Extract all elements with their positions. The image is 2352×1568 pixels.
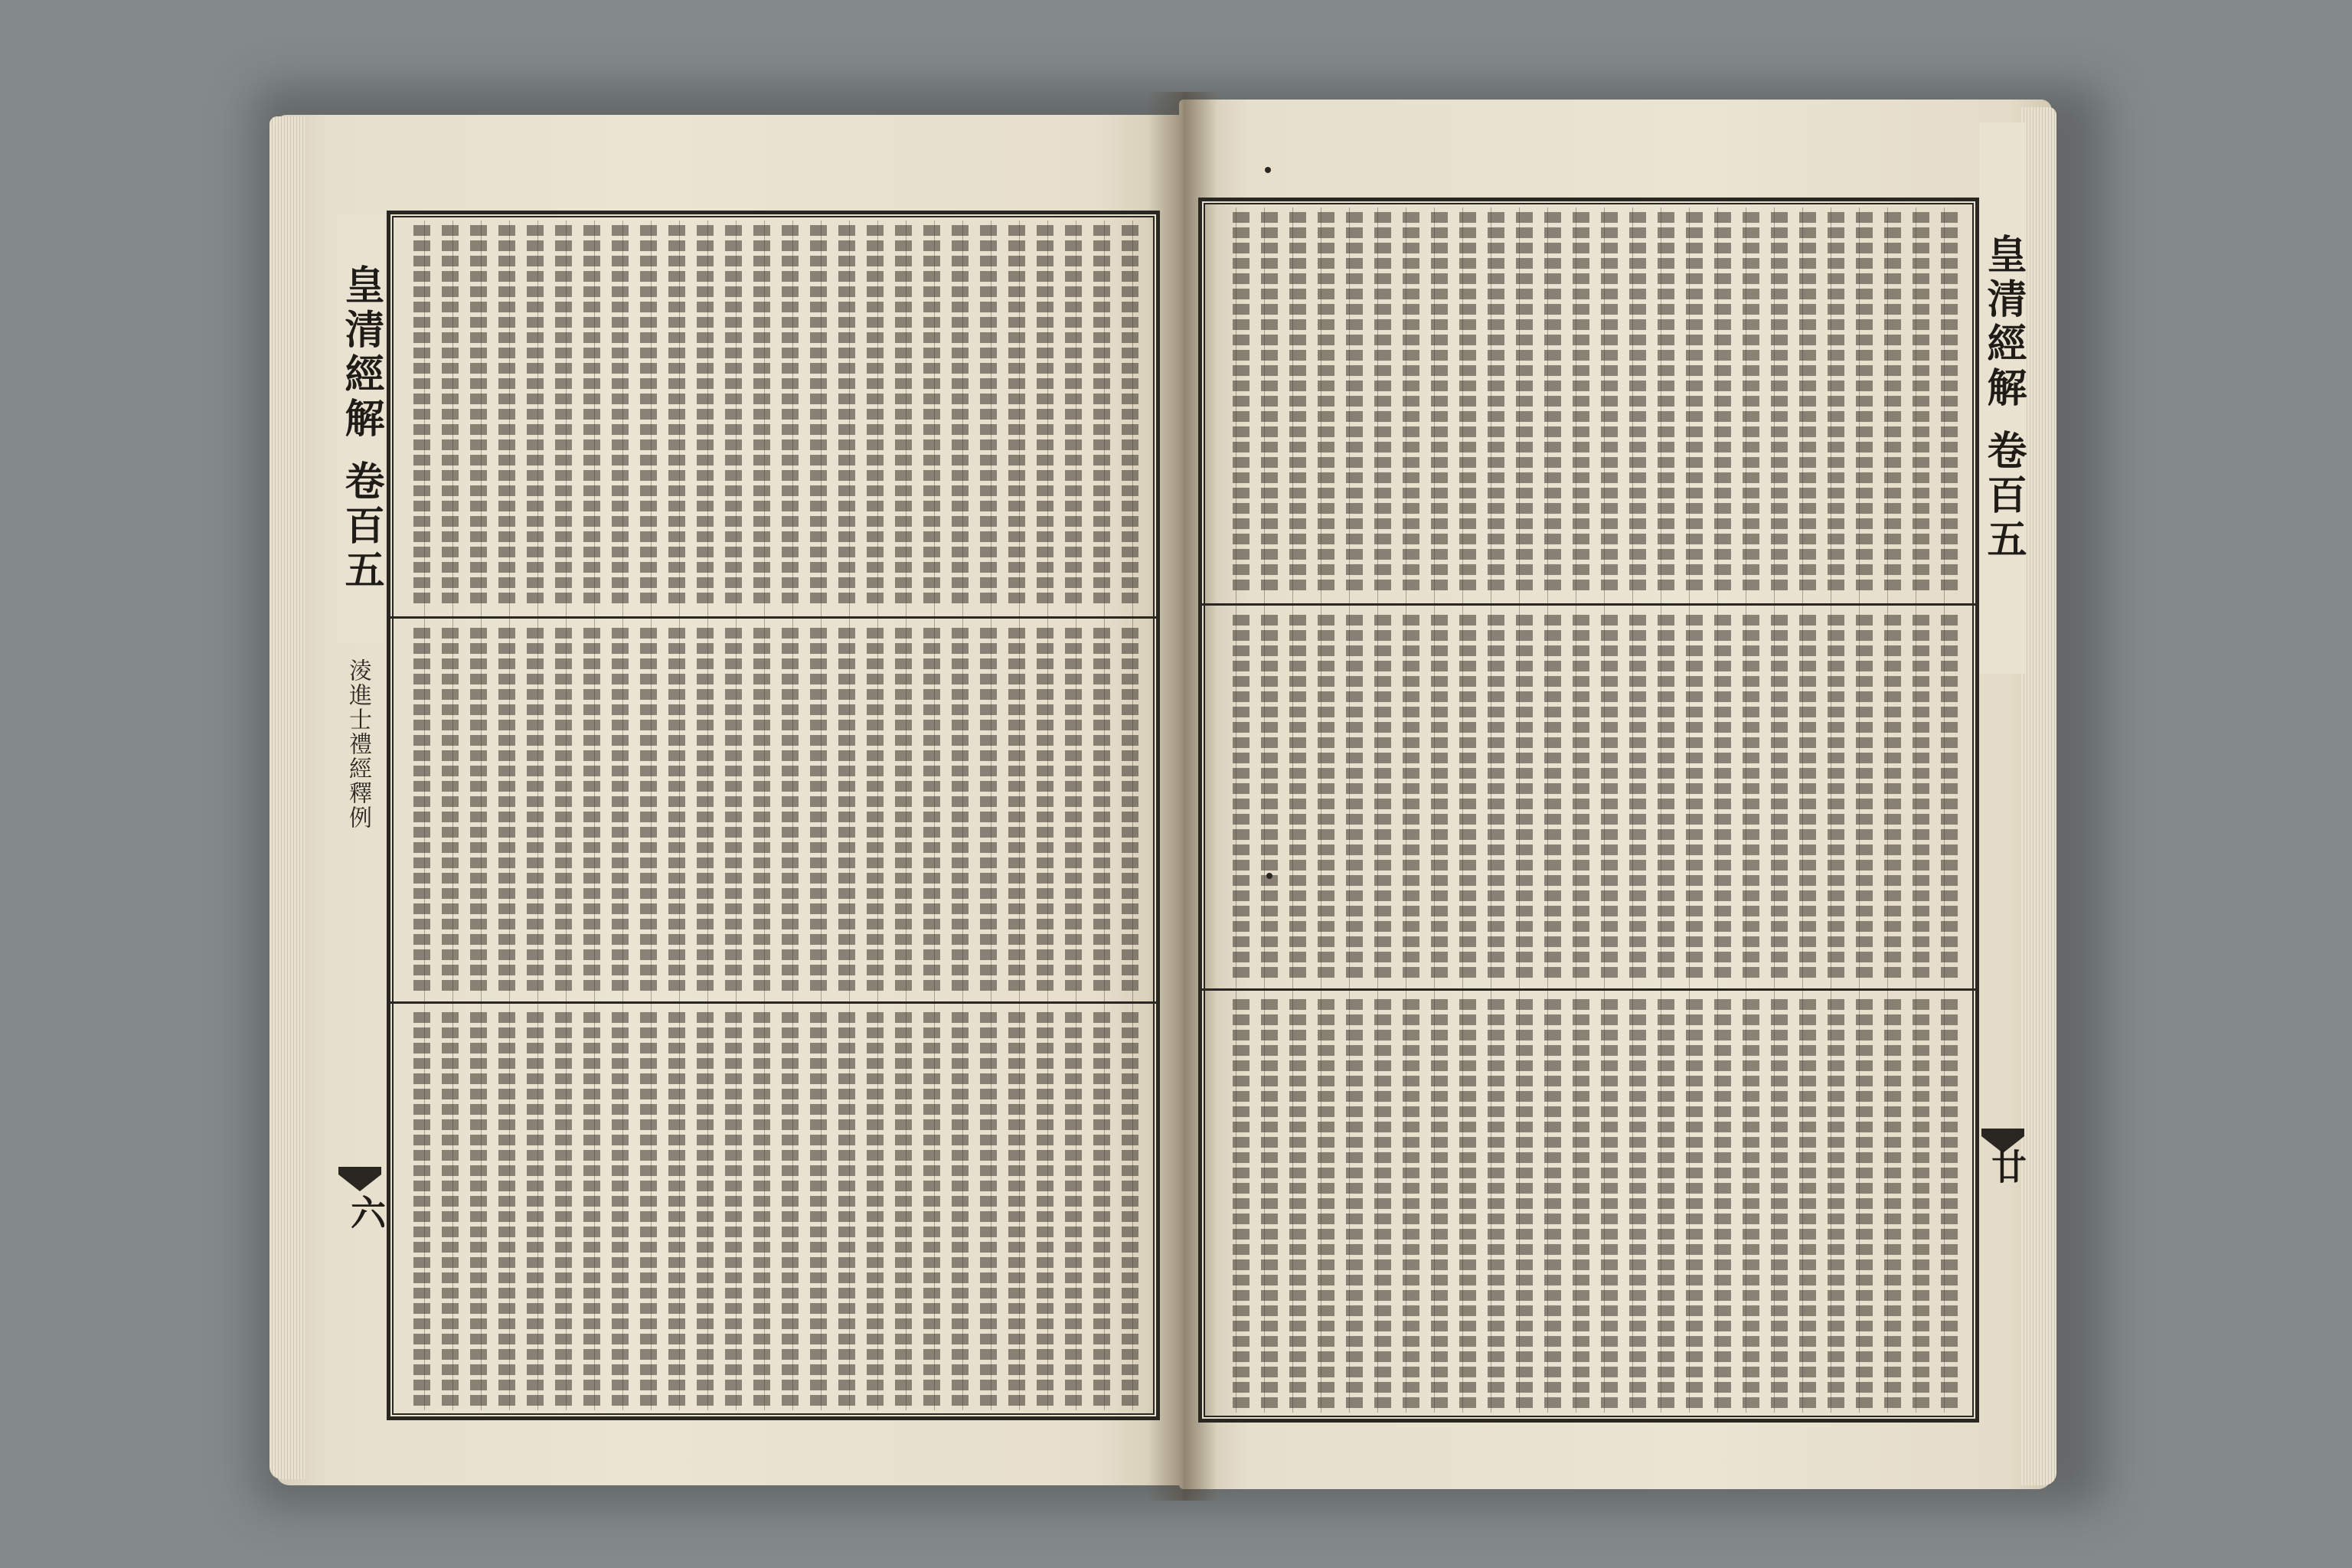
text-column [409,628,437,991]
text-column [862,225,890,608]
text-column [1285,615,1313,978]
text-column [805,1012,834,1410]
text-column [890,1012,919,1410]
text-column [749,628,777,991]
text-column [635,1012,664,1410]
text-column [1738,615,1766,978]
text-column [1426,999,1455,1413]
text-column [1117,628,1145,991]
text-column [1936,212,1965,595]
text-column [1341,212,1370,595]
text-column [409,1012,437,1410]
text-column [550,225,579,608]
text-column [437,628,466,991]
right-page-number: 廿 [1986,1148,2027,1184]
text-column [1936,615,1965,978]
text-column [1398,999,1426,1413]
text-column [862,1012,890,1410]
text-column [919,1012,947,1410]
text-column [1060,1012,1089,1410]
text-column [1851,615,1880,978]
text-block-bottom [1213,999,1965,1413]
text-column [1117,225,1145,608]
text-column [947,1012,975,1410]
text-column [635,225,664,608]
text-block-middle [401,628,1145,991]
text-column [550,1012,579,1410]
stitch-hole [1265,167,1271,173]
text-column [1653,615,1681,978]
text-column [1511,999,1540,1413]
text-column [1341,999,1370,1413]
text-column [749,225,777,608]
text-column [1256,212,1285,595]
text-column [607,628,635,991]
text-column [1455,212,1483,595]
text-column [1540,615,1568,978]
text-column [805,225,834,608]
text-column [975,628,1004,991]
register-divider [390,616,1156,619]
text-column [1908,999,1936,1413]
text-column [1313,999,1341,1413]
text-column [1738,999,1766,1413]
text-column [862,628,890,991]
text-column [607,1012,635,1410]
text-column [1851,212,1880,595]
text-column [1596,212,1625,595]
text-column [1089,628,1117,991]
text-block-top [1213,212,1965,595]
text-column [466,225,494,608]
text-column [1256,999,1285,1413]
fishtail-mark-icon [337,1164,383,1194]
text-column [1511,615,1540,978]
text-column [494,1012,522,1410]
left-page-edges [270,116,305,1479]
text-column [664,1012,692,1410]
text-column [1936,999,1965,1413]
text-column [1089,1012,1117,1410]
text-column [947,225,975,608]
text-column [1398,212,1426,595]
text-column [579,1012,607,1410]
text-column [466,1012,494,1410]
text-column [749,1012,777,1410]
text-column [1766,212,1795,595]
text-column [1710,999,1738,1413]
text-column [1568,212,1596,595]
left-margin-title [337,214,384,643]
text-column [1880,999,1908,1413]
text-column [1795,212,1823,595]
register-divider [1202,988,1975,991]
text-column [890,225,919,608]
text-column [1653,999,1681,1413]
text-column [777,225,805,608]
text-column [1851,999,1880,1413]
text-column [777,628,805,991]
volume-label: 卷百五 [1980,430,2027,564]
text-column [720,1012,749,1410]
text-column [494,628,522,991]
text-column [1455,615,1483,978]
text-column [1313,212,1341,595]
text-column [1032,628,1060,991]
text-column [692,225,720,608]
text-column [1908,212,1936,595]
text-column [1880,212,1908,595]
text-column [1370,212,1398,595]
right-text-frame [1198,198,1979,1423]
text-column [1681,999,1710,1413]
text-column [975,1012,1004,1410]
text-column [720,225,749,608]
text-column [1710,615,1738,978]
text-column [1653,212,1681,595]
text-column [1004,225,1032,608]
text-column [1625,212,1653,595]
text-column [1568,615,1596,978]
text-column [550,628,579,991]
text-column [1823,999,1851,1413]
text-column [635,628,664,991]
text-column [1285,212,1313,595]
text-block-top [401,225,1145,608]
text-column [834,628,862,991]
text-column [1228,615,1256,978]
text-column [1568,999,1596,1413]
text-block-middle [1213,615,1965,978]
text-column [437,1012,466,1410]
text-column [1823,212,1851,595]
text-column [522,1012,550,1410]
text-column [777,1012,805,1410]
text-column [1823,615,1851,978]
text-column [1370,999,1398,1413]
text-column [1483,212,1511,595]
text-column [1089,225,1117,608]
right-margin-title [1979,122,2027,674]
text-column [1256,615,1285,978]
text-column [834,225,862,608]
text-column [1313,615,1341,978]
left-text-frame [387,211,1160,1420]
text-column [1483,999,1511,1413]
text-column [720,628,749,991]
text-column [1285,999,1313,1413]
text-column [1795,999,1823,1413]
text-column [1032,1012,1060,1410]
text-column [1766,615,1795,978]
text-column [1032,225,1060,608]
text-column [1483,615,1511,978]
text-column [1681,212,1710,595]
text-column [466,628,494,991]
text-column [1540,212,1568,595]
text-column [1455,999,1483,1413]
text-column [579,628,607,991]
text-column [1228,999,1256,1413]
text-block-bottom [401,1012,1145,1410]
book-title: 皇清經解 [1980,233,2027,411]
text-column [1060,628,1089,991]
text-column [1060,225,1089,608]
text-column [805,628,834,991]
text-column [1681,615,1710,978]
text-column [664,628,692,991]
text-column [1341,615,1370,978]
text-column [1004,628,1032,991]
text-column [1370,615,1398,978]
text-column [1795,615,1823,978]
text-column [919,225,947,608]
text-column [1117,1012,1145,1410]
book-title: 皇清經解 [338,263,384,442]
text-column [692,628,720,991]
text-column [1908,615,1936,978]
text-column [919,628,947,991]
text-column [1426,212,1455,595]
text-column [1625,999,1653,1413]
text-column [579,225,607,608]
left-margin-subtitle: 淩進士禮經釋例 [345,658,371,830]
text-column [1766,999,1795,1413]
register-divider [390,1001,1156,1004]
text-column [437,225,466,608]
text-column [975,225,1004,608]
text-column [1540,999,1568,1413]
text-column [1228,212,1256,595]
text-column [947,628,975,991]
text-column [607,225,635,608]
text-column [664,225,692,608]
text-column [522,225,550,608]
text-column [1398,615,1426,978]
stitch-hole [1266,873,1272,879]
text-column [409,225,437,608]
text-column [1596,999,1625,1413]
text-column [1880,615,1908,978]
left-page-number: 六 [345,1194,387,1230]
text-column [1738,212,1766,595]
text-column [522,628,550,991]
text-column [890,628,919,991]
text-column [1625,615,1653,978]
volume-label: 卷百五 [338,460,384,594]
text-column [1426,615,1455,978]
text-column [692,1012,720,1410]
register-divider [1202,603,1975,606]
text-column [1511,212,1540,595]
text-column [1004,1012,1032,1410]
text-column [834,1012,862,1410]
text-column [494,225,522,608]
text-column [1710,212,1738,595]
text-column [1596,615,1625,978]
